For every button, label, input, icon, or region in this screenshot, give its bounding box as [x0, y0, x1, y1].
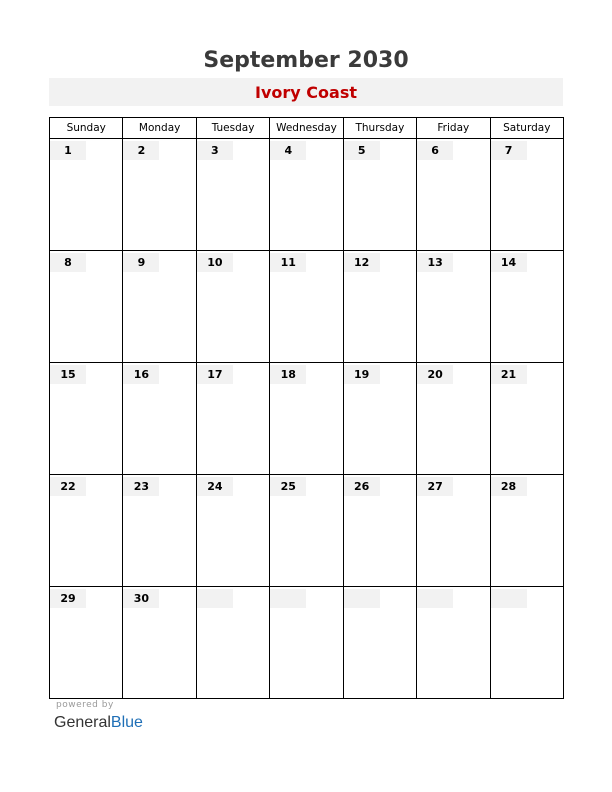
day-cell: [343, 475, 416, 587]
day-cell: [196, 251, 269, 363]
day-number-box: [270, 253, 306, 272]
day-cell: [417, 475, 490, 587]
day-number-box: [50, 141, 86, 160]
calendar-grid: [49, 117, 564, 699]
generalblue-logo[interactable]: [54, 712, 143, 734]
day-cell: [343, 139, 416, 251]
day-number-box: [344, 365, 380, 384]
week-row-5: [50, 587, 564, 699]
day-cell: [490, 251, 563, 363]
day-number-box: [197, 477, 233, 496]
day-number: 29: [60, 592, 76, 605]
day-number: 5: [357, 144, 366, 157]
day-number: 2: [137, 144, 146, 157]
weekday-friday: Friday: [417, 118, 490, 139]
day-number: 11: [280, 256, 296, 269]
day-cell: [123, 251, 196, 363]
day-number-box: [491, 141, 527, 160]
day-number: 19: [354, 368, 370, 381]
day-number-box: [417, 253, 453, 272]
day-number-box: [417, 365, 453, 384]
day-number-box: [344, 589, 380, 608]
day-number: 15: [60, 368, 76, 381]
day-number-box: [123, 477, 159, 496]
day-cell: [270, 475, 343, 587]
day-number: 16: [133, 368, 150, 381]
day-cell: [196, 587, 269, 699]
day-number-box: [344, 477, 380, 496]
day-cell: [490, 139, 563, 251]
day-number: 21: [500, 368, 517, 381]
day-number: 25: [280, 480, 296, 493]
day-cell: [196, 139, 269, 251]
day-cell: [417, 363, 490, 475]
day-number: 12: [354, 256, 370, 269]
weekday-thursday: Thursday: [343, 118, 416, 139]
day-number: 7: [504, 144, 513, 157]
day-number: 27: [427, 480, 443, 493]
day-cell: [270, 251, 343, 363]
day-number-box: [344, 141, 380, 160]
day-number-box: [270, 141, 306, 160]
day-cell: [196, 363, 269, 475]
page-title: September 2030: [203, 48, 409, 73]
day-cell: [270, 363, 343, 475]
day-cell: [417, 251, 490, 363]
logo-text-blue: Blue: [110, 714, 143, 731]
day-cell: [50, 363, 123, 475]
day-number-box: [197, 141, 233, 160]
day-cell: [417, 139, 490, 251]
week-row-1: [50, 139, 564, 251]
day-cell: [123, 475, 196, 587]
day-number: 24: [207, 480, 223, 493]
day-cell: [270, 139, 343, 251]
day-number-box: [123, 589, 159, 608]
weekday-tuesday: Tuesday: [196, 118, 269, 139]
country-bar: [49, 78, 563, 106]
day-cell: [343, 363, 416, 475]
day-cell: [50, 587, 123, 699]
day-number: 13: [427, 256, 443, 269]
day-number: 9: [137, 256, 146, 269]
day-number: 14: [500, 256, 517, 269]
day-number: 8: [64, 256, 72, 269]
day-cell: [343, 251, 416, 363]
day-number: 28: [500, 480, 517, 493]
day-number-box: [50, 477, 86, 496]
day-number-box: [50, 253, 86, 272]
day-number-box: [197, 253, 233, 272]
day-number: 30: [133, 592, 150, 605]
logo-text-general: General: [54, 714, 111, 731]
day-number-box: [270, 477, 306, 496]
day-number: 22: [60, 480, 76, 493]
country-name: Ivory Coast: [255, 83, 357, 102]
weekday-wednesday: Wednesday: [270, 118, 343, 139]
day-number-box: [491, 589, 527, 608]
day-cell: [196, 475, 269, 587]
day-cell: [417, 587, 490, 699]
day-cell: [50, 139, 123, 251]
day-cell: [270, 587, 343, 699]
day-number: 4: [284, 144, 293, 157]
day-number: 1: [64, 144, 72, 157]
day-cell: [123, 139, 196, 251]
day-cell: [343, 587, 416, 699]
day-number: 26: [354, 480, 370, 493]
day-number-box: [491, 253, 527, 272]
week-row-3: [50, 363, 564, 475]
day-number-box: [491, 477, 527, 496]
day-number-box: [270, 365, 306, 384]
day-number-box: [270, 589, 306, 608]
weekday-sunday: Sunday: [50, 118, 123, 139]
day-number: 20: [427, 368, 443, 381]
day-cell: [490, 587, 563, 699]
day-number-box: [491, 365, 527, 384]
day-number-box: [50, 365, 86, 384]
day-cell: [50, 475, 123, 587]
day-number: 6: [431, 144, 439, 157]
day-number: 3: [211, 144, 219, 157]
day-cell: [50, 251, 123, 363]
weekday-header-row: [50, 118, 564, 139]
day-number-box: [123, 253, 159, 272]
weekday-monday: Monday: [123, 118, 196, 139]
day-number-box: [417, 477, 453, 496]
day-number: 17: [207, 368, 223, 381]
day-number-box: [123, 365, 159, 384]
day-number-box: [417, 141, 453, 160]
day-number: 23: [133, 480, 150, 493]
day-number: 10: [207, 256, 223, 269]
day-number: 18: [280, 368, 296, 381]
week-row-4: [50, 475, 564, 587]
weekday-saturday: Saturday: [490, 118, 563, 139]
day-cell: [490, 475, 563, 587]
day-number-box: [50, 589, 86, 608]
day-number-box: [417, 589, 453, 608]
day-number-box: [197, 589, 233, 608]
day-number-box: [123, 141, 159, 160]
day-cell: [490, 363, 563, 475]
day-cell: [123, 363, 196, 475]
day-number-box: [344, 253, 380, 272]
week-row-2: [50, 251, 564, 363]
day-number-box: [197, 365, 233, 384]
day-cell: [123, 587, 196, 699]
powered-by-label: powered by: [56, 700, 114, 710]
